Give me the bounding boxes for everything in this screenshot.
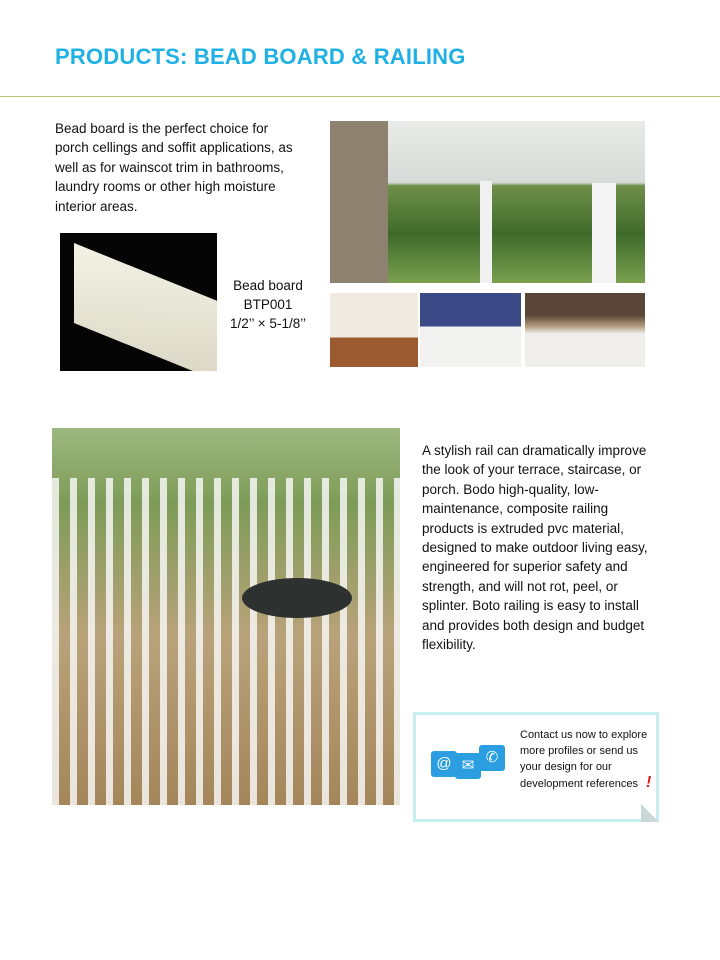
exclamation-icon: !	[646, 774, 652, 791]
bead-board-product-image	[60, 233, 217, 371]
porch-ceiling-photo	[330, 121, 645, 283]
contact-text	[520, 727, 656, 792]
caption-code: BTP001	[243, 297, 293, 312]
contact-callout[interactable]	[413, 712, 659, 822]
laundry-kitchen-photo	[525, 293, 645, 367]
page-title: PRODUCTS: BEAD BOARD & RAILING	[55, 44, 466, 69]
bead-board-description: Bead board is the perfect choice for porch cellings and soffit applications, as well as for wainscot trim in bathrooms, laundry rooms or other high moisture interior areas.	[55, 121, 293, 214]
bead-board-caption	[222, 276, 314, 333]
contact-message: Contact us now to explore more profiles or send us your design for our development references	[520, 729, 648, 790]
railing-photo	[52, 428, 400, 805]
divider	[0, 96, 720, 97]
caption-name: Bead board	[233, 278, 303, 293]
at-icon: @	[431, 751, 457, 777]
railing-description: A stylish rail can dramatically improve the look of your terrace, staircase, or porch. Bodo high-quality, low-maintenance, composite railing products is extruded pvc material, designed to make outdoor living easy, engineered for superior safety and strength, and will not rot, peel, or splinter. Boto railing is easy to install and provides both design and budget flexibility.	[422, 443, 648, 653]
phone-icon: ✆	[479, 745, 505, 771]
stair-wainscot-photo	[330, 293, 418, 367]
page-curl	[641, 804, 659, 822]
mail-icon: ✉	[455, 753, 481, 779]
caption-size: 1/2’’ × 5-1/8’’	[230, 316, 306, 331]
bathroom-wainscot-photo	[420, 293, 521, 367]
